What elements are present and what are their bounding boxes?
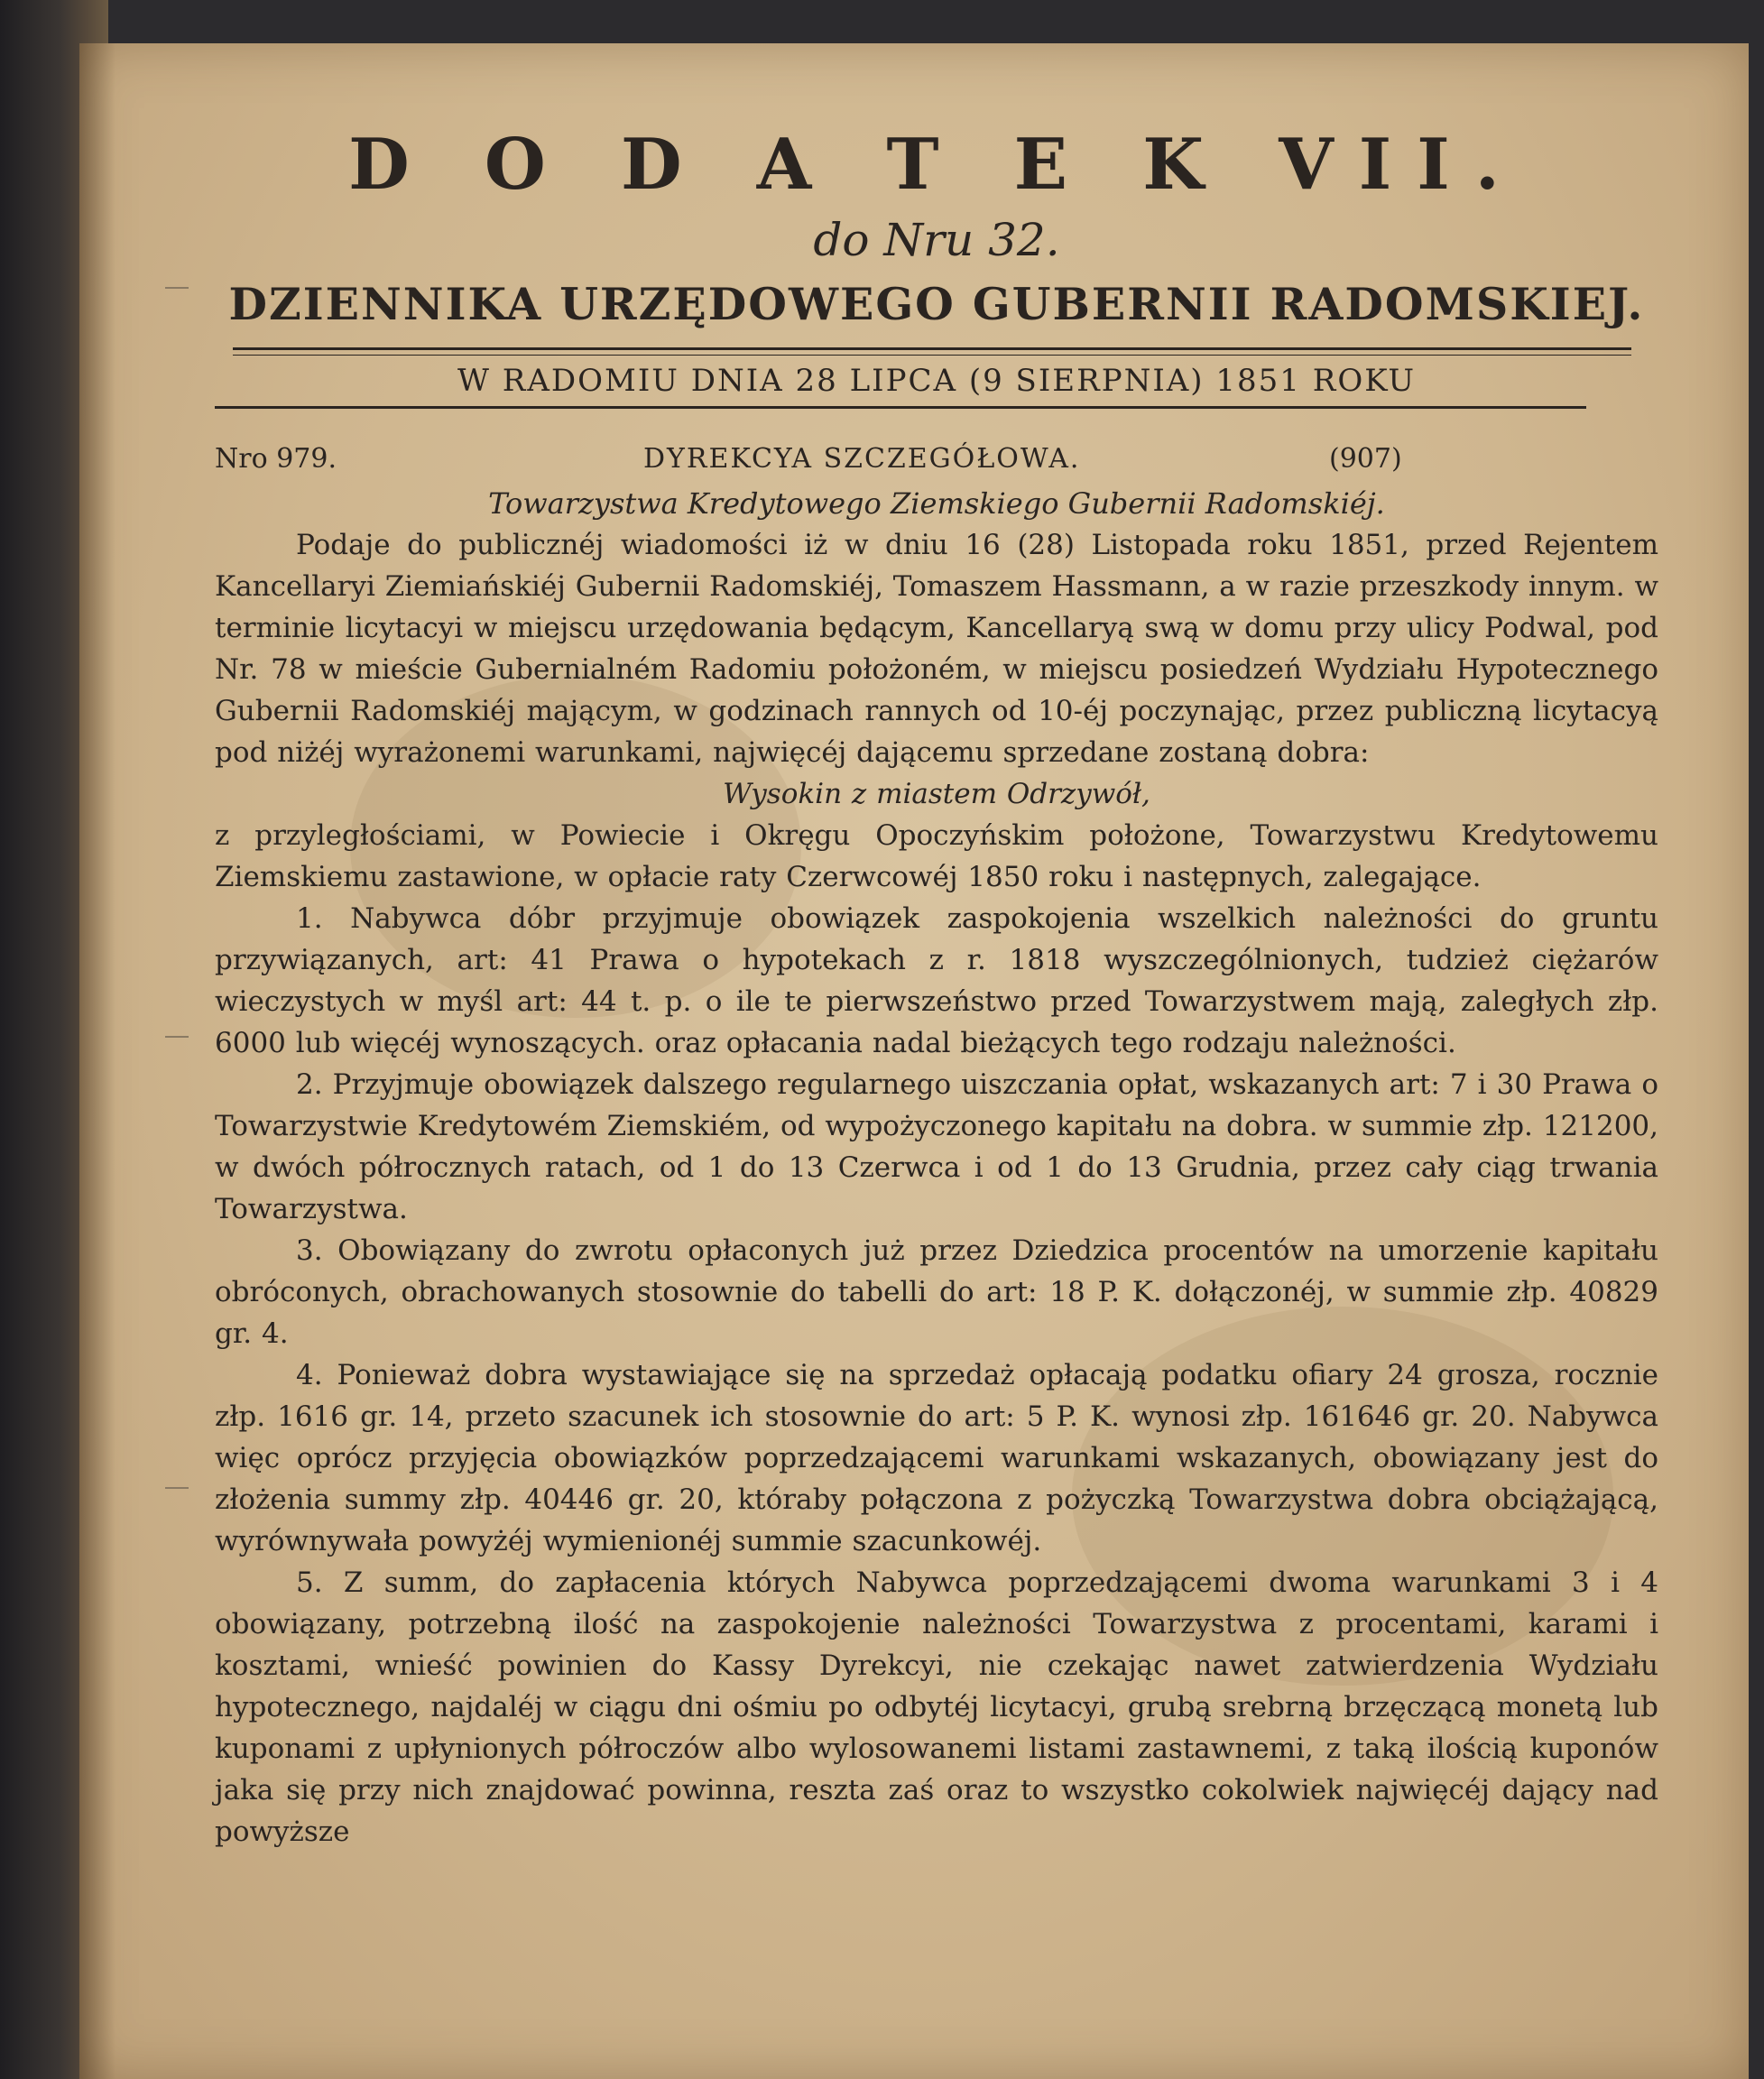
dateline-rule [215,406,1586,409]
supplement-title: D O D A T E K VII. [348,124,1525,206]
notice-code: (907) [1329,443,1402,475]
paragraph-condition-2: 2. Przyjmuje obowiązek dalszego regularnego uiszczania opłat, wskazanych art: 7 i 30 Prawa o Towarzystwie Kredytowém Ziemskiém, od wypożyczonego kapitału na dobra. w summie złp. 121200, w dwóch półrocznych ratach, od 1 do 13 Czerwca i od 1 do 13 Grudnia, przez cały ciąg trwania Towarzystwa. [215,1068,1658,1225]
binding-stitch [165,1487,189,1489]
document-page [79,43,1749,2079]
notice-department: DYREKCYA SZCZEGÓŁOWA. [643,443,1081,475]
journal-name: DZIENNIKA URZĘDOWEGO GUBERNII RADOMSKIEJ. [228,278,1645,330]
paragraph-estate-details: z przyległościami, w Powiecie i Okręgu Opoczyńskim położone, Towarzystwu Kredytowemu Ziemskiemu zastawione, w opłacie raty Czerwcowéj 1850 roku i następnych, zalegające. [215,819,1658,893]
paragraph-intro: Podaje do publicznéj wiadomości iż w dniu 16 (28) Listopada roku 1851, przed Rejentem Kancellaryi Ziemiańskiéj Gubernii Radomskiéj, Tomaszem Hassmann, a w razie przeszkody innym. w terminie licytacyi w miejscu urzędowania będącym, Kancellaryą swą w domu przy ulicy Podwal, pod Nr. 78 w mieście Gubernialném Radomiu położoném, w miejscu posiedzeń Wydziału Hypotecznego Gubernii Radomskiéj mającym, w godzinach rannych od 10-éj poczynając, przez publiczną licytacyą pod niżéj wyrażonemi warunkami, najwięcéj dającemu sprzedane zostaną dobra: [215,529,1659,769]
society-name: Towarzystwa Kredytowego Ziemskiego Gubernii Radomskiéj. [488,486,1385,521]
paragraph-condition-3: 3. Obowiązany do zwrotu opłaconych już przez Dziedzica procentów na umorzenie kapitału obróconych, obrachowanych stosownie do tabelli do art: 18 P. K. dołączonéj, w summie złp. 40829 gr. 4. [215,1234,1658,1350]
dateline: W RADOMIU DNIA 28 LIPCA (9 SIERPNIA) 1851 ROKU [457,363,1417,399]
binding-stitch [165,287,189,289]
binding-stitch [165,1036,189,1038]
notice-number: Nro 979. [215,443,337,475]
notice-body [215,524,1658,1853]
paragraph-condition-5: 5. Z summ, do zapłacenia których Nabywca poprzedzającemi dwoma warunkami 3 i 4 obowiązany, potrzebną ilość na zaspokojenie należności Towarzystwa z procentami, karami i kosztami, wnieść powinien do Kassy Dyrekcyi, nie czekając nawet zatwierdzenia Wydziału hypotecznego, najdaléj w ciągu dni ośmiu po odbytéj licytacyi, grubą srebrną brzęczącą monetą lub kuponami z upłynionych półroczów albo wylosowanemi listami zastawnemi, z taką ilością kuponów jaka się przy nich znajdować powinna, reszta zaś oraz to wszystko cokolwiek najwięcéj dający nad powyższe [215,1566,1658,1848]
notice-heading [215,436,1658,483]
estate-name: Wysokin z miastem Odrzywół, [723,778,1150,810]
paragraph-condition-1: 1. Nabywca dóbr przyjmuje obowiązek zaspokojenia wszelkich należności do gruntu przywiązanych, art: 41 Prawa o hypotekach z r. 1818 wyszczególnionych, tudzież ciężarów wieczystych w myśl art: 44 t. p. o ile te pierwszeństwo przed Towarzystwem mają, zaległych złp. 6000 lub więcéj wynoszących. oraz opłacania nadal bieżących tego rodzaju należności. [215,902,1658,1059]
paragraph-condition-4: 4. Ponieważ dobra wystawiające się na sprzedaż opłacają podatku ofiary 24 grosza, rocznie złp. 1616 gr. 14, przeto szacunek ich stosownie do art: 5 P. K. wynosi złp. 161646 gr. 20. Nabywca więc oprócz przyjęcia obowiązków poprzedzającemi warunkami wskazanych, obowiązany jest do złożenia summy złp. 40446 gr. 20, któraby połączona z pożyczką Towarzystwa dobra obciążającą, wyrównywała powyżéj wymienionéj summie szacunkowéj. [215,1359,1658,1557]
page-content [215,120,1658,1853]
issue-number: do Nru 32. [813,214,1060,266]
header-rule [233,347,1631,356]
